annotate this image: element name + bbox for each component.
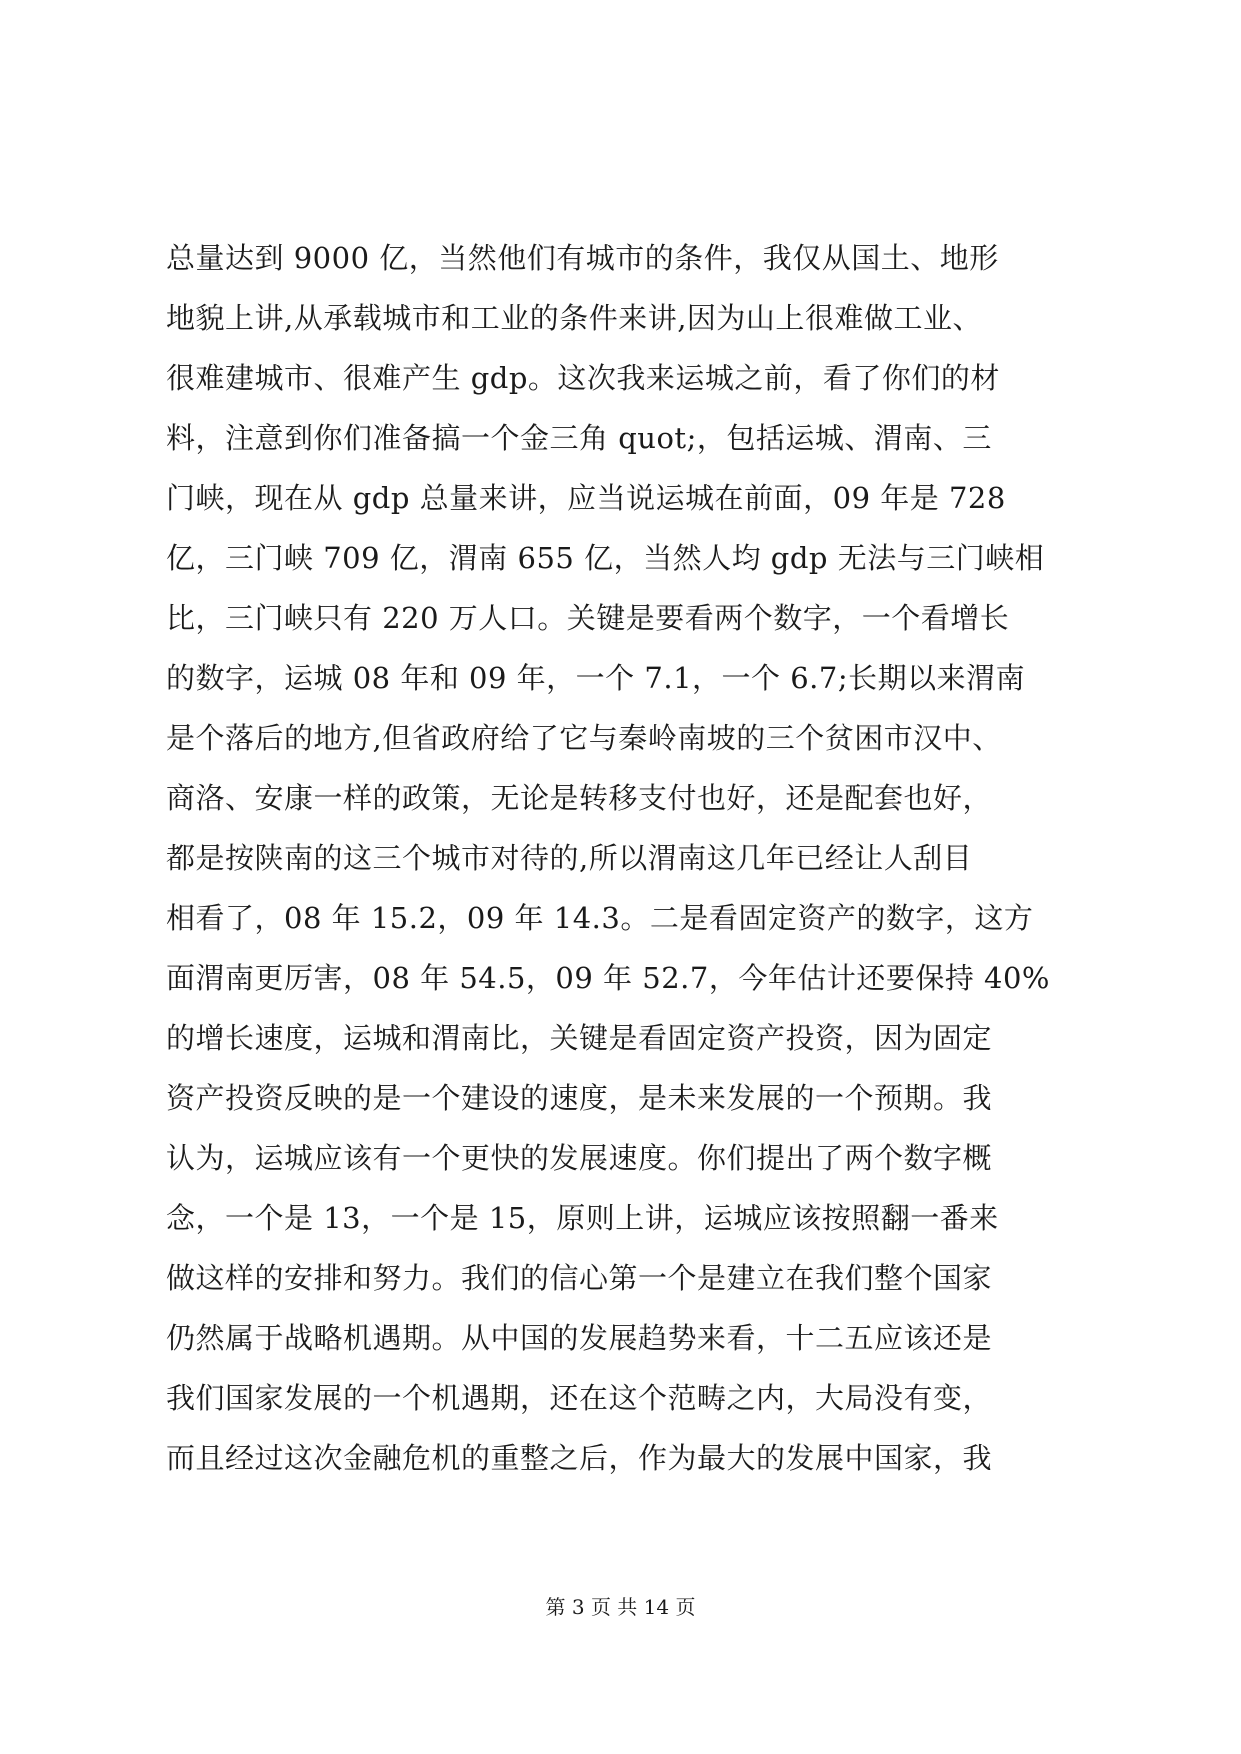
text-line: 我们国家发展的一个机遇期，还在这个范畴之内，大局没有变，: [166, 1381, 993, 1415]
text-line: 很难建城市、很难产生 gdp。这次我来运城之前，看了你们的材: [166, 361, 1000, 395]
body-text: [166, 228, 1078, 1488]
text-line: 资产投资反映的是一个建设的速度，是未来发展的一个预期。我: [166, 1081, 993, 1115]
text-line: 认为，运城应该有一个更快的发展速度。你们提出了两个数字概: [166, 1141, 993, 1175]
text-line: 比，三门峡只有 220 万人口。关键是要看两个数字，一个看增长: [166, 601, 1010, 635]
text-line: 面渭南更厉害，08 年 54.5，09 年 52.7，今年估计还要保持 40%: [166, 961, 1050, 995]
text-line: 仍然属于战略机遇期。从中国的发展趋势来看，十二五应该还是: [166, 1321, 993, 1355]
text-line: 念，一个是 13，一个是 15，原则上讲，运城应该按照翻一番来: [166, 1201, 999, 1235]
text-line: 是个落后的地方,但省政府给了它与秦岭南坡的三个贫困市汉中、: [166, 721, 1002, 755]
text-line: 总量达到 9000 亿，当然他们有城市的条件，我仅从国土、地形: [166, 241, 999, 275]
text-line: 都是按陕南的这三个城市对待的,所以渭南这几年已经让人刮目: [166, 841, 973, 875]
text-line: 而且经过这次金融危机的重整之后，作为最大的发展中国家，我: [166, 1441, 993, 1475]
text-line: 的数字，运城 08 年和 09 年，一个 7.1，一个 6.7;长期以来渭南: [166, 661, 1026, 695]
text-line: 相看了，08 年 15.2，09 年 14.3。二是看固定资产的数字，这方: [166, 901, 1034, 935]
text-line: 的增长速度，运城和渭南比，关键是看固定资产投资，因为固定: [166, 1021, 993, 1055]
page-number-footer: 第 3 页 共 14 页: [545, 1595, 696, 1619]
text-line: 亿，三门峡 709 亿，渭南 655 亿，当然人均 gdp 无法与三门峡相: [166, 541, 1045, 575]
text-line: 做这样的安排和努力。我们的信心第一个是建立在我们整个国家: [166, 1261, 993, 1295]
text-line: 料，注意到你们准备搞一个金三角 quot;，包括运城、渭南、三: [166, 421, 992, 455]
text-line: 门峡，现在从 gdp 总量来讲，应当说运城在前面，09 年是 728: [166, 481, 1006, 515]
text-line: 地貌上讲,从承载城市和工业的条件来讲,因为山上很难做工业、: [166, 301, 982, 335]
text-line: 商洛、安康一样的政策，无论是转移支付也好，还是配套也好，: [166, 781, 993, 815]
